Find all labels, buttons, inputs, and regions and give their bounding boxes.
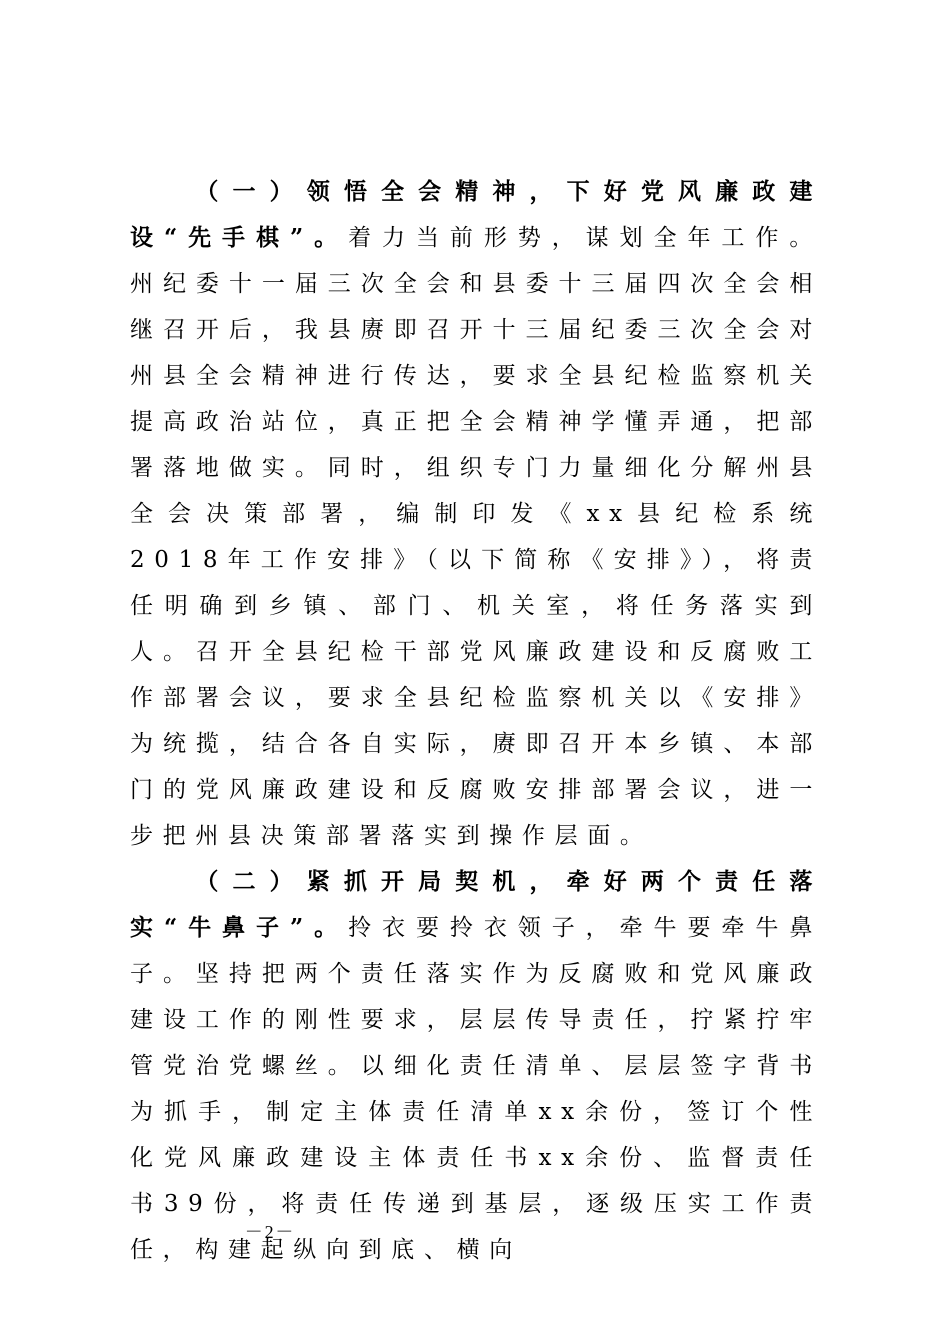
paragraph-2-body: 拎衣要拎衣领子，牵牛要牵牛鼻子。坚持把两个责任落实作为反腐败和党风廉政建设工作的刚性要求，层层传导责任，拧紧拧牢管党治党螺丝。以细化责任清单、层层签字背书为抓手，制定主体责任清单xx余份，签订个性化党风廉政建设主体责任书xx余份、监督责任书39份，将责任传递到基层，逐级压实工作责任，构建起纵向到底、横向 <box>130 915 822 1263</box>
paragraph-1 <box>130 169 822 859</box>
paragraph-1-heading: （一）领悟全会精神，下好党风廉政建设“先手棋”。 <box>130 178 822 251</box>
paragraph-2 <box>130 859 822 1273</box>
paragraph-1-body: 着力当前形势，谋划全年工作。州纪委十一届三次全会和县委十三届四次全会相继召开后，我县赓即召开十三届纪委三次全会对州县全会精神进行传达，要求全县纪检监察机关提高政治站位，真正把全会精神学懂弄通，把部署落地做实。同时，组织专门力量细化分解州县全会决策部署，编制印发《xx县纪检系统2018年工作安排》（以下简称《安排》），将责任明确到乡镇、部门、机关室，将任务落实到人。召开全县纪检干部党风廉政建设和反腐败工作部署会议，要求全县纪检监察机关以《安排》为统揽，结合各自实际，赓即召开本乡镇、本部门的党风廉政建设和反腐败安排部署会议，进一步把州县决策部署落实到操作层面。 <box>130 225 822 849</box>
page-number: －2－ <box>244 1222 296 1242</box>
document-body <box>130 169 822 1273</box>
paragraph-2-heading: （二）紧抓开局契机，牵好两个责任落实“牛鼻子”。 <box>130 868 822 941</box>
